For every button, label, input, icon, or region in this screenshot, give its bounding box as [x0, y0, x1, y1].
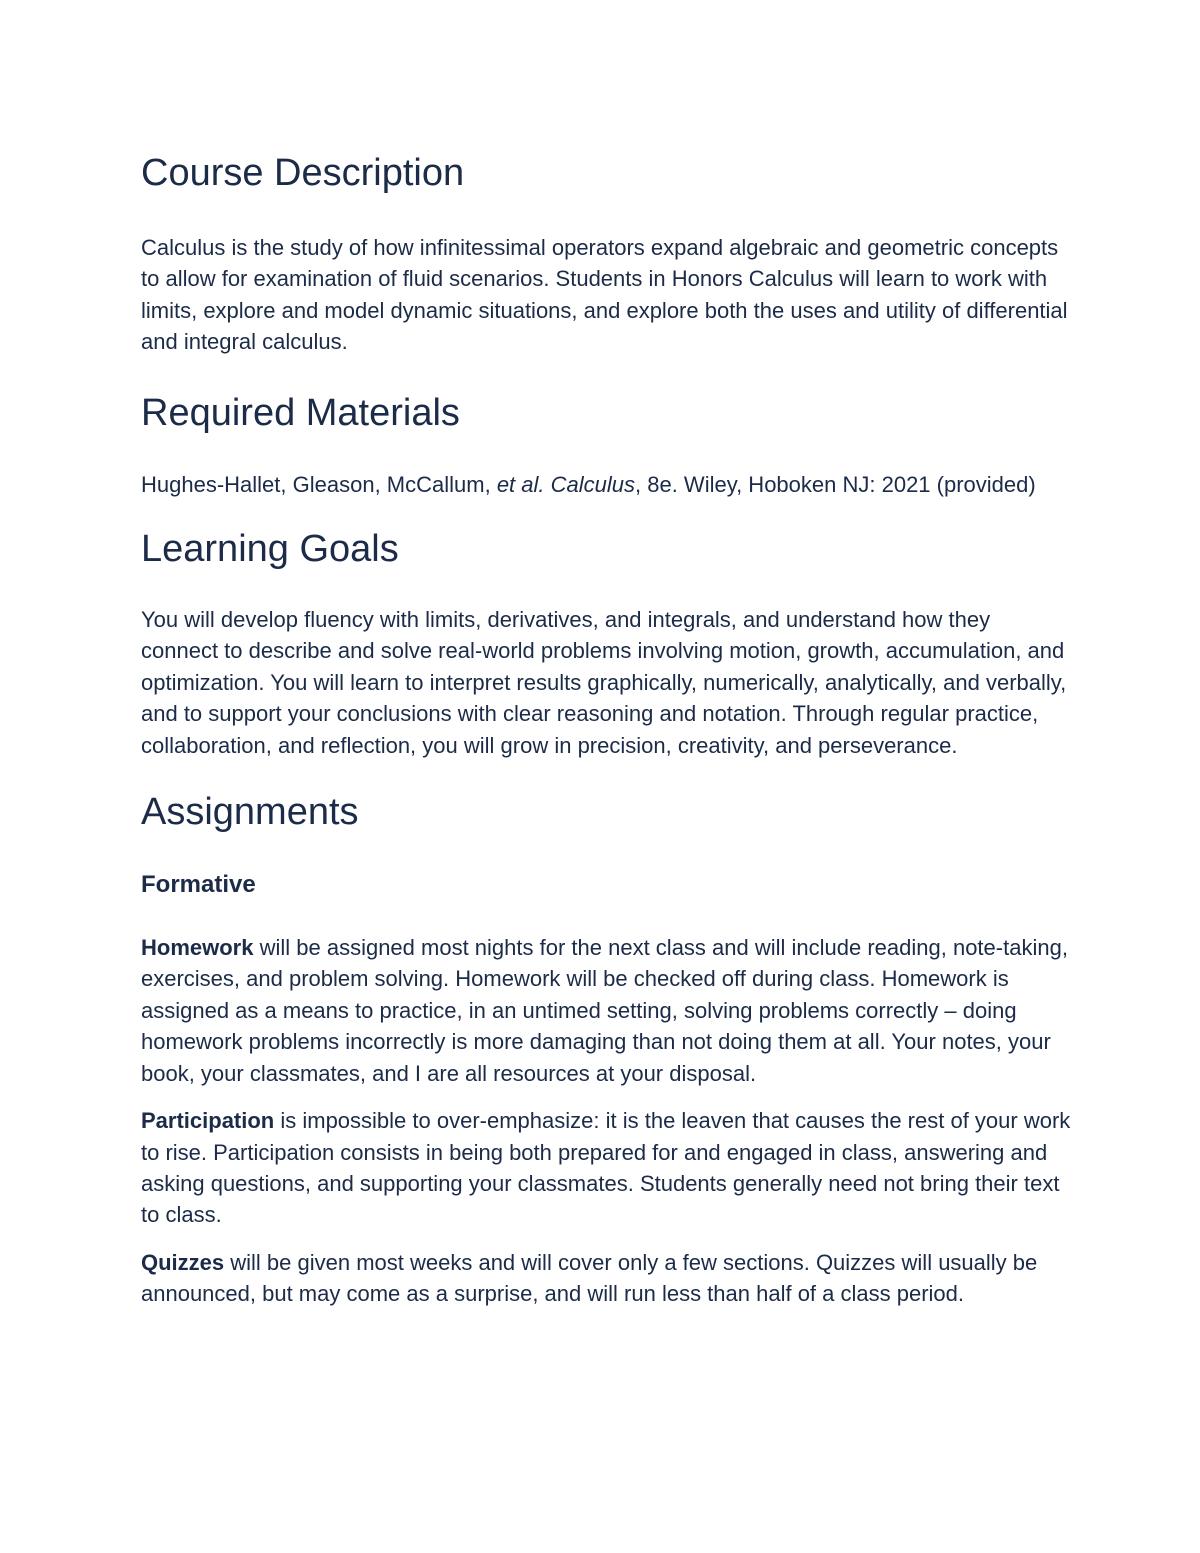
formative-subheading: Formative	[141, 871, 256, 899]
learning-goals-heading: Learning Goals	[141, 528, 399, 571]
participation-term: Participation	[141, 1108, 275, 1134]
participation-paragraph	[141, 1105, 1071, 1231]
quizzes-paragraph	[141, 1247, 1071, 1310]
homework-text: will be assigned most nights for the next class and will include reading, note-taking, exercises, and problem solving. Homework will be checked off during class. Homework is assigned as a means to practice, in an untimed setting, solving problems correctly – doing homework problems incorrectly is more damaging than not doing them at all. Your notes, your book, your classmates, and I are all resources at your disposal.	[141, 935, 1068, 1086]
course-description-paragraph: Calculus is the study of how infinitessimal operators expand algebraic and geometric concepts to allow for examination of fluid scenarios. Students in Honors Calculus will learn to work with limits, explore and model dynamic situations, and explore both the uses and utility of differential and integral calculus.	[141, 235, 1068, 355]
course-description-heading: Course Description	[141, 152, 465, 194]
required-materials-heading: Required Materials	[141, 391, 460, 434]
citation-title: Calculus	[550, 471, 636, 497]
homework-term: Homework	[141, 935, 254, 961]
quizzes-term: Quizzes	[141, 1249, 225, 1275]
participation-text: is impossible to over-emphasize: it is the leaven that causes the rest of your work to rise. Participation consists in being both prepared for and engaged in class, answering and asking questions, and supporting your classmates. Students generally need not bring their text to class.	[141, 1108, 1071, 1228]
homework-paragraph	[141, 932, 1071, 1089]
learning-goals-paragraph: You will develop fluency with limits, derivatives, and integrals, and understand how they connect to describe and solve real-world problems involving motion, growth, accumulation, and optimization. You will learn to interpret results graphically, numerically, analytically, and verbally, and to support your conclusions with clear reasoning and notation. Through regular practice, collaboration, and reflection, you will grow in precision, creativity, and perseverance.	[141, 607, 1067, 758]
citation-et-al: et al.	[496, 471, 545, 497]
assignments-heading: Assignments	[141, 791, 359, 834]
citation-authors: Hughes-Hallet, Gleason, McCallum,	[141, 471, 497, 497]
citation-publication: , 8e. Wiley, Hoboken NJ: 2021 (provided)	[635, 471, 1036, 497]
document-content	[141, 148, 1071, 1310]
required-materials-citation	[141, 469, 1071, 500]
quizzes-text: will be given most weeks and will cover only a few sections. Quizzes will usually be announced, but may come as a surprise, and will run less than half of a class period.	[141, 1249, 1038, 1307]
